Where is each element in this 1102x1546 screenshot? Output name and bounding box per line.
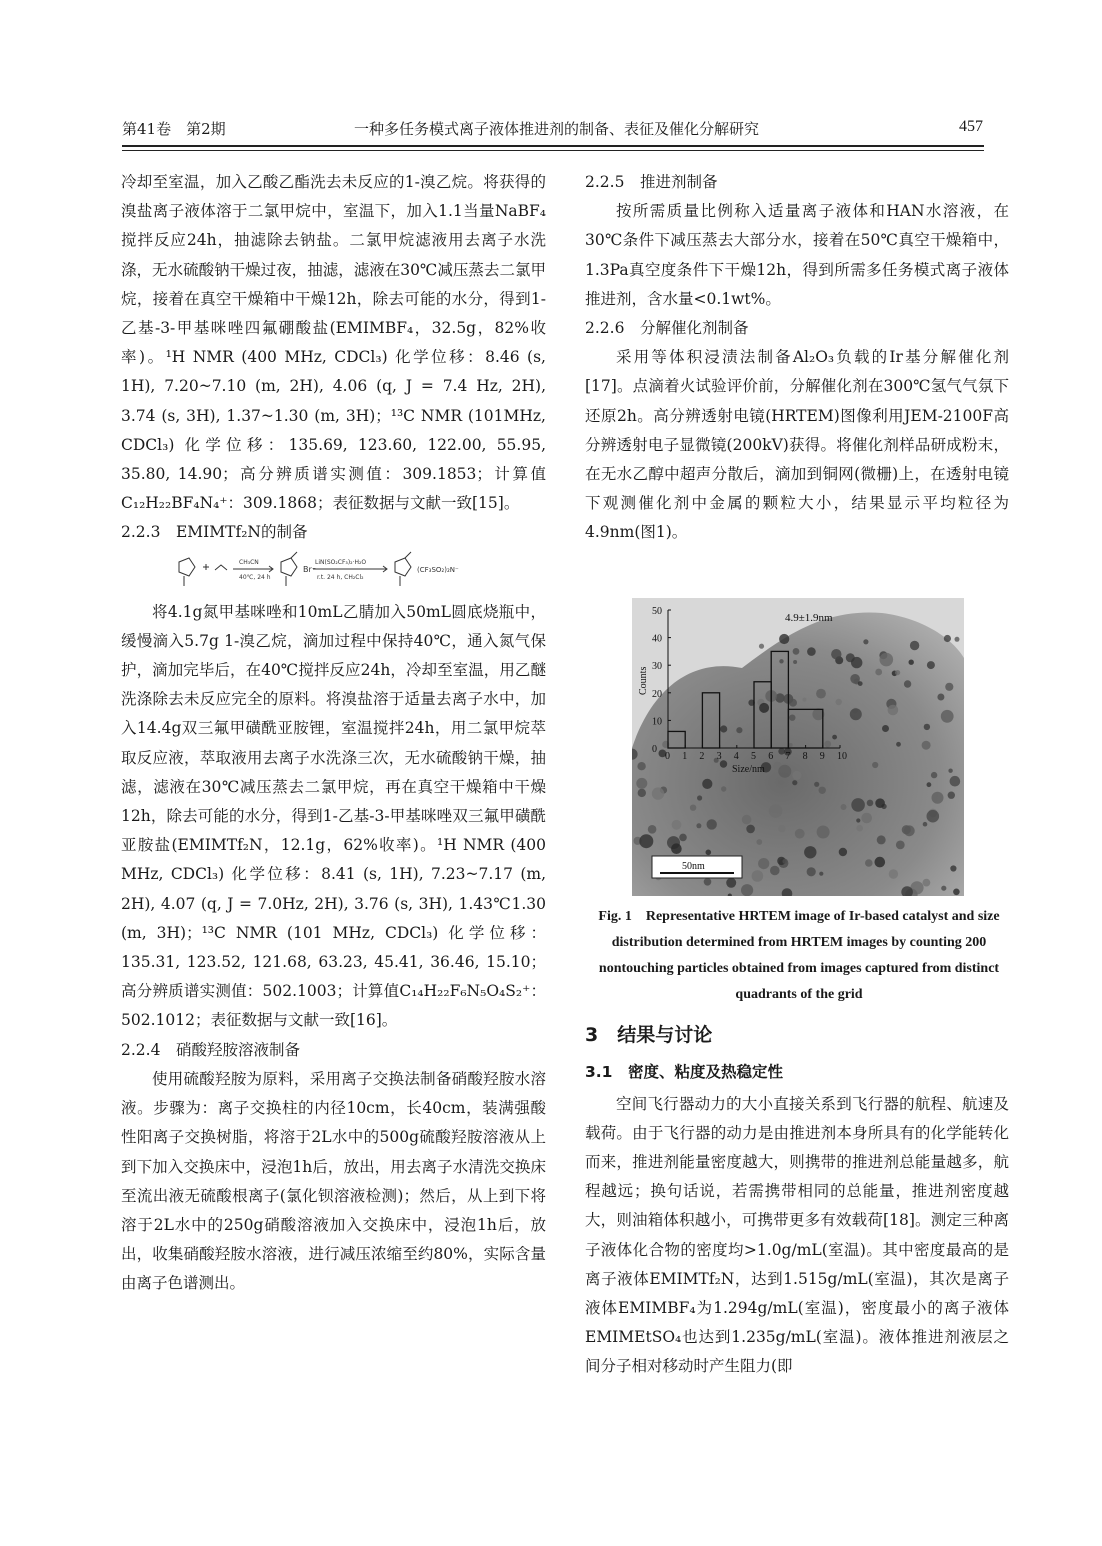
x-tick-label: 3	[716, 751, 722, 762]
nanoparticle	[706, 850, 712, 856]
nanoparticle	[856, 825, 863, 832]
x-tick-label: 6	[768, 751, 774, 762]
nanoparticle	[896, 841, 905, 850]
nanoparticle	[736, 727, 742, 733]
nanoparticle	[792, 771, 801, 780]
nanoparticle	[789, 743, 793, 747]
nanoparticle	[752, 870, 764, 882]
nanoparticle	[756, 839, 762, 845]
nanoparticle	[824, 749, 829, 754]
mean-size-label: 4.9±1.9nm	[785, 612, 833, 624]
nanoparticle	[648, 825, 657, 834]
x-tick-label: 9	[819, 751, 825, 762]
nanoparticle	[875, 798, 885, 808]
nanoparticle	[639, 834, 653, 848]
nanoparticle	[831, 649, 841, 659]
nanoparticle	[795, 829, 805, 839]
nanoparticle	[721, 786, 726, 791]
nanoparticle	[875, 669, 882, 676]
nanoparticle	[944, 635, 951, 642]
subsection-heading-2-2-5: 2.2.5 推进剂制备	[585, 173, 718, 191]
nanoparticle	[696, 823, 701, 828]
nanoparticle	[851, 657, 862, 668]
nanoparticle	[778, 765, 791, 778]
bromide-ion: Br⁻	[303, 564, 316, 574]
nanoparticle	[950, 865, 956, 871]
subsection-heading-2-2-3: 2.2.3 EMIMTf₂N的制备	[121, 523, 308, 542]
nanoparticle	[932, 792, 944, 804]
scale-bar-label: 50nm	[682, 861, 705, 872]
scheme-product-anion: (CF₃SO₂)₂N⁻	[417, 565, 459, 574]
reaction-scheme-drawing	[169, 550, 499, 592]
y-tick-label: 30	[652, 661, 662, 673]
scheme-condition-1: 40℃, 24 h	[239, 573, 271, 581]
nanoparticle	[927, 810, 940, 823]
nanoparticle	[850, 708, 862, 720]
nanoparticle	[770, 866, 780, 876]
nanoparticle	[759, 644, 764, 649]
nanoparticle	[672, 820, 682, 830]
nanoparticle	[872, 762, 878, 768]
nanoparticle	[824, 741, 831, 748]
section-heading-3-1: 3.1 密度、粘度及热稳定性	[585, 1062, 783, 1081]
y-axis-label: Counts	[638, 666, 649, 695]
nanoparticle	[778, 748, 785, 755]
nanoparticle	[851, 798, 865, 812]
nanoparticle	[819, 872, 823, 876]
nanoparticle	[746, 825, 755, 834]
nanoparticle	[792, 780, 797, 785]
paragraph: 将4.1g氮甲基咪唑和10mL乙腈加入50mL圆底烧瓶中，缓慢滴入5.7g 1-溴乙烷，滴加过程中保持40℃，通入氮气保护，滴加完毕后，在40℃搅拌反应24h，冷却至室温，用乙醚洗涤除去未反应完全的原料。将溴盐溶于适量去离子水中，加入14.4g双三氟甲磺酰亚胺锂，室温搅拌24h，用二氯甲烷萃取反应液，萃取液用去离子水洗涤三次，无水硫酸钠干燥，抽滤，滤液在30℃减压蒸去二氯甲烷，再在真空干燥箱中干燥12h，除去可能的水分，得到1-乙基-3-甲基咪唑双三氟甲磺酰亚胺盐(EMIMTf₂N，12.1g，62%收率)。¹H NMR (400 MHz, CDCl₃) 化学位移：8.41 (s, 1H), 7.23~7.17 (m, 2H), 4.07 (q, J = 7.0Hz, 2H), 3.76 (s, 3H), 1.43℃1.30 (m, 3H)；¹³C NMR (101 MHz, CDCl₃) 化学位移：135.31, 123.52, 121.68, 63.23, 45.41, 36.46, 15.10；高分辨质谱实测值：502.1003；计算值C₁₄H₂₂F₆N₅O₄S₂⁺：502.1012；表征数据与文献一致[16]。	[121, 602, 546, 1030]
nanoparticle	[759, 703, 769, 713]
nanoparticle	[861, 813, 872, 824]
nanoparticle	[924, 724, 930, 730]
nanoparticle	[955, 637, 960, 642]
nanoparticle	[814, 782, 819, 787]
nanoparticle	[880, 653, 894, 667]
nanoparticle	[882, 725, 889, 732]
nanoparticle	[865, 859, 873, 867]
nanoparticle	[923, 879, 931, 887]
x-tick-label: 5	[751, 751, 756, 762]
nanoparticle	[888, 705, 899, 716]
nanoparticle	[816, 689, 826, 699]
left-column	[121, 168, 546, 1299]
x-axis-label: Size/nm	[732, 764, 765, 775]
paragraph: 采用等体积浸渍法制备Al₂O₃负载的Ir基分解催化剂[17]。点滴着火试验评价前，分解催化剂在300℃氢气气氛下还原2h。高分辨透射电镜(HRTEM)图像利用JEM-2100F高分辨透射电子显微镜(200kV)获得。将催化剂样品研成粉末，在无水乙醇中超声分散后，滴加到铜网(微栅)上，在透射电镜下观测催化剂中金属的颗粒大小，结果显示平均粒径为4.9nm(图1)。	[585, 348, 1009, 542]
nanoparticle	[782, 859, 787, 864]
paragraph: 空间飞行器动力的大小直接关系到飞行器的航程、航速及载荷。由于飞行器的动力是由推进剂本身所具有的化学能转化而来，推进剂能量密度越大，则携带的推进剂总能量越多，航程越远；换句话说，若需携带相同的总能量，推进剂密度越大，则油箱体积越小，可携带更多有效载荷[18]。测定三种离子液体化合物的密度均>1.0g/mL(室温)。其中密度最高的是离子液体EMIMTf₂N，达到1.515g/mL(室温)，其次是离子液体EMIMBF₄为1.294g/mL(室温)，密度最小的离子液体EMIMEtSO₄也达到1.235g/mL(室温)。液体推进剂液层之间分子相对移动时产生阻力(即	[585, 1094, 1009, 1376]
nanoparticle	[923, 822, 928, 827]
x-tick-label: 7	[785, 751, 791, 762]
nanoparticle	[779, 634, 789, 644]
nanoparticle	[636, 778, 647, 789]
nanoparticle	[778, 825, 785, 832]
nanoparticle	[832, 735, 837, 740]
y-tick-label: 0	[652, 744, 657, 755]
nanoparticle	[896, 742, 901, 747]
nanoparticle	[910, 641, 919, 650]
nanoparticle	[789, 699, 797, 707]
nanoparticle	[679, 834, 687, 842]
nanoparticle	[895, 670, 900, 675]
nanoparticle	[702, 779, 712, 789]
x-tick-label: 10	[837, 751, 847, 762]
nanoparticle	[909, 660, 914, 665]
nanoparticle	[807, 647, 816, 656]
subsection-heading-2-2-6: 2.2.6 分解催化剂制备	[585, 319, 749, 338]
nanoparticle	[904, 680, 911, 687]
paragraph: 按所需质量比例称入适量离子液体和HAN水溶液，在30℃条件下减压蒸去大部分水，接着在50℃真空干燥箱中，1.3Pa真空度条件下干燥12h，得到所需多任务模式离子液体推进剂，含水量<0.1wt%。	[585, 202, 1009, 308]
x-tick-label: 2	[699, 751, 705, 762]
x-tick-label: 8	[802, 751, 808, 762]
nanoparticle	[889, 869, 898, 878]
nanoparticle	[803, 698, 807, 702]
nanoparticle	[927, 661, 935, 669]
nanoparticle	[841, 804, 847, 810]
y-tick-label: 40	[652, 633, 662, 645]
scheme-reagent-2: LiN(SO₂CF₃)₂·H₂O	[315, 558, 367, 566]
nanoparticle	[922, 741, 931, 750]
nanoparticle	[758, 858, 769, 869]
running-title: 一种多任务模式离子液体推进剂的制备、表征及催化分解研究	[354, 120, 760, 138]
nanoparticle	[941, 710, 954, 723]
figure-caption: Fig. 1 Representative HRTEM image of Ir-based catalyst and size distribution determined from HRTEM images by counting 200 nontouching particles obtained from images captured from distinct quadrants of the grid	[598, 909, 1000, 1002]
nanoparticle	[637, 762, 645, 770]
nanoparticle	[789, 715, 795, 721]
nanoparticle	[817, 826, 830, 839]
nanoparticle	[720, 725, 727, 732]
nanoparticle	[793, 648, 800, 655]
nanoparticle	[945, 683, 953, 691]
header-rule-thin	[122, 150, 984, 151]
nanoparticle	[779, 659, 783, 663]
nanoparticle	[769, 804, 783, 818]
nanoparticle	[671, 843, 682, 854]
nanoparticle	[819, 787, 826, 794]
nanoparticle	[804, 846, 816, 858]
nanoparticle	[875, 857, 886, 868]
nanoparticle	[858, 681, 863, 686]
paragraph: 冷却至室温，加入乙酸乙酯洗去未反应的1-溴乙烷。将获得的溴盐离子液体溶于二氯甲烷中，室温下，加入1.1当量NaBF₄搅拌反应24h，抽滤除去钠盐。二氯甲烷滤液用去离子水洗涤，无水硫酸钠干燥过夜，抽滤，滤液在30℃减压蒸去二氯甲烷，接着在真空干燥箱中干燥12h，除去可能的水分，得到1-乙基-3-甲基咪唑四氟硼酸盐(EMIMBF₄，32.5g，82%收率)。¹H NMR (400 MHz, CDCl₃) 化学位移：8.46 (s, 1H), 7.20~7.10 (m, 2H), 4.06 (q, J = 7.4 Hz, 2H), 3.74 (s, 3H), 1.37~1.30 (m, 3H)；¹³C NMR (101MHz, CDCl₃) 化学位移：135.69, 123.60, 122.00, 55.95, 35.80, 14.90；高分辨质谱实测值：309.1853；计算值C₁₂H₂₂BF₄N₄⁺：309.1868；表征数据与文献一致[15]。	[121, 173, 546, 513]
nanoparticle	[707, 819, 717, 829]
paragraph: 使用硫酸羟胺为原料，采用离子交换法制备硝酸羟胺水溶液。步骤为：离子交换柱的内径10cm，长40cm，装满强酸性阳离子交换树脂，将溶于2L水中的500g硫酸羟胺溶液从上到下加入交换床中，浸泡1h后，放出，用去离子水清洗交换床至流出液无硫酸根离子(氯化钡溶液检测)；然后，从上到下将溶于2L水中的250g硝酸溶液加入交换床中，浸泡1h后，放出，收集硝酸羟胺水溶液，进行减压浓缩至约80%，实际含量由离子色谱测出。	[121, 1069, 546, 1293]
nanoparticle	[836, 699, 842, 705]
nanoparticle	[941, 886, 946, 891]
nanoparticle	[697, 795, 702, 800]
scheme-condition-2: r.t. 24 h, CH₂Cl₂	[317, 573, 364, 581]
y-tick-label: 50	[652, 606, 662, 617]
journal-volume: 第41卷 第2期	[122, 120, 226, 138]
hrtem-image-with-histogram	[632, 598, 964, 896]
nanoparticle	[863, 639, 868, 644]
nanoparticle	[807, 867, 816, 876]
nanoparticle	[839, 848, 847, 856]
x-tick-label: 4	[733, 751, 739, 762]
y-tick-label: 10	[652, 716, 662, 728]
nanoparticle	[937, 694, 944, 701]
subsection-heading-2-2-4: 2.2.4 硝酸羟胺溶液制备	[121, 1040, 300, 1059]
nanoparticle	[638, 789, 646, 797]
y-tick-label: 20	[652, 688, 662, 700]
nanoparticle	[704, 878, 712, 886]
reaction-scheme	[121, 550, 546, 594]
nanoparticle	[742, 815, 752, 825]
nanoparticle	[953, 889, 960, 896]
nanoparticle	[867, 800, 874, 807]
scheme-reagent-1: CH₃CN	[239, 558, 259, 566]
nanoparticle	[793, 660, 797, 664]
page-number: 457	[959, 118, 983, 135]
nanoparticle	[726, 878, 736, 888]
nanoparticle	[741, 884, 753, 896]
nanoparticle	[856, 818, 860, 822]
nanoparticle	[690, 805, 696, 811]
nanoparticle	[652, 787, 664, 799]
nanoparticle	[927, 782, 932, 787]
section-heading-3: 3 结果与讨论	[585, 1023, 713, 1046]
nanoparticle	[948, 792, 955, 799]
nanoparticle	[904, 825, 915, 836]
nanoparticle	[877, 835, 886, 844]
nanoparticle	[950, 776, 961, 787]
nanoparticle	[931, 772, 937, 778]
x-tick-label: 0	[665, 751, 670, 762]
running-header	[122, 118, 983, 142]
header-rule-thick	[122, 145, 984, 147]
nanoparticle	[948, 769, 952, 773]
x-tick-label: 1	[682, 751, 688, 762]
figure-1	[632, 598, 964, 896]
